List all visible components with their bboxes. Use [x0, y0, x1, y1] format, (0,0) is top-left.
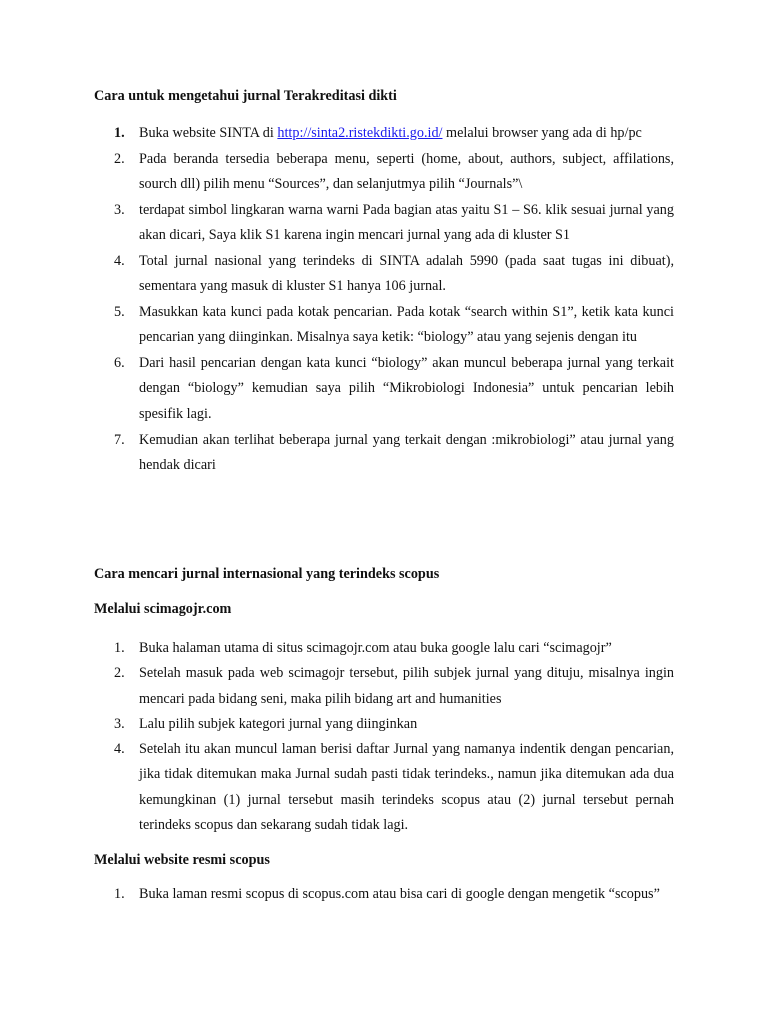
list-item [94, 121, 674, 146]
list-item [94, 198, 674, 249]
list-item [94, 737, 674, 838]
section-heading-scopus-website: Melalui website resmi scopus [94, 852, 270, 868]
list-number: 6. [114, 355, 125, 372]
list-text: Pada beranda tersedia beberapa menu, seperti (home, about, authors, subject, affilations, sourch dll) pilih menu “Sources”, dan selanjutmya pilih “Journals”\ [139, 150, 674, 193]
list-number: 4. [114, 741, 125, 758]
list-text: Lalu pilih subjek kategori jurnal yang diinginkan [139, 715, 418, 732]
list-text: Buka website SINTA di [139, 125, 278, 141]
list-number: 1. [114, 640, 125, 656]
list-text: Dari hasil pencarian dengan kata kunci “biology” akan muncul beberapa jurnal yang terkait dengan “biology” kemudian saya pilih “Mikrobiologi Indonesia” untuk pencarian lebih spesifik lagi. [139, 355, 674, 422]
list-number: 2. [114, 150, 125, 167]
list-text: terdapat simbol lingkaran warna warni Pada bagian atas yaitu S1 – S6. klik sesuai jurnal yang akan dicari, Saya klik S1 karena ingin mencari jurnal yang ada di kluster S1 [139, 201, 674, 244]
sinta-link[interactable]: http://sinta2.ristekdikti.go.id/ [277, 125, 443, 141]
list-item [94, 351, 674, 427]
list-number: 3. [114, 201, 125, 218]
list-number: 4. [114, 252, 125, 269]
sinta-steps-list [94, 121, 674, 478]
list-text: Setelah itu akan muncul laman berisi daftar Jurnal yang namanya indentik dengan pencarian, jika tidak ditemukan maka Jurnal sudah pasti tidak terindeks., namun jika ditemukan ada dua kemungkinan (1) jurnal tersebut masih terindeks scopus atau (2) jurnal tersebut pernah terindeks scopus dan sekarang sudah tidak lagi. [139, 741, 674, 834]
list-item [94, 883, 674, 906]
section-heading-scopus: Cara mencari jurnal internasional yang terindeks scopus [94, 566, 440, 582]
section-heading-scimagojr: Melalui scimagojr.com [94, 601, 232, 617]
list-text: Total jurnal nasional yang terindeks di SINTA adalah 5990 (pada saat tugas ini dibuat), sementara yang masuk di kluster S1 hanya 106 jurnal. [139, 252, 674, 295]
scopus-steps-list [94, 883, 674, 906]
list-item [94, 300, 674, 351]
list-item [94, 428, 674, 479]
list-text: Buka laman resmi scopus di scopus.com atau bisa cari di google dengan mengetik “scopus” [139, 886, 660, 902]
list-item [94, 147, 674, 198]
list-number: 2. [114, 665, 125, 682]
list-text: Kemudian akan terlihat beberapa jurnal yang terkait dengan :mikrobiologi” atau jurnal yang hendak dicari [139, 431, 674, 473]
list-item [94, 636, 674, 661]
list-number: 1. [114, 125, 125, 141]
list-text: Buka halaman utama di situs scimagojr.com atau buka google lalu cari “scimagojr” [139, 640, 612, 656]
list-number: 7. [114, 431, 125, 448]
list-text: melalui browser yang ada di hp/pc [442, 125, 642, 141]
list-number: 3. [114, 715, 125, 732]
scimagojr-steps-list [94, 636, 674, 838]
list-item [94, 249, 674, 300]
list-number: 1. [114, 886, 125, 902]
section-heading-sinta: Cara untuk mengetahui jurnal Terakreditasi dikti [94, 88, 397, 104]
list-item [94, 661, 674, 712]
list-text: Masukkan kata kunci pada kotak pencarian. Pada kotak “search within S1”, ketik kata kunci pencarian yang diinginkan. Misalnya saya ketik: “biology” atau yang sejenis dengan itu [139, 304, 674, 346]
list-number: 5. [114, 304, 125, 321]
list-item [94, 712, 674, 737]
list-text: Setelah masuk pada web scimagojr tersebut, pilih subjek jurnal yang dituju, misalnya ingin mencari pada bidang seni, maka pilih bidang art and humanities [139, 665, 674, 707]
